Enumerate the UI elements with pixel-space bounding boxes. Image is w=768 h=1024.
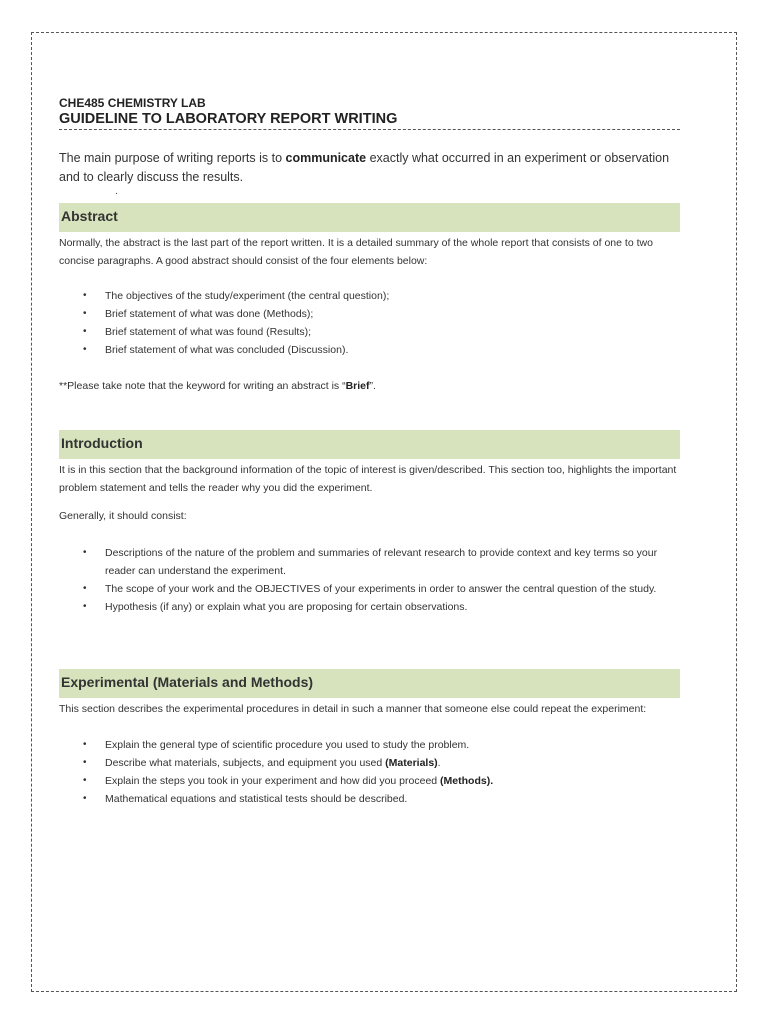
list-item xyxy=(59,772,680,790)
list-item: • The scope of your work and the OBJECTIVES of your experiments in order to answer the central question of the study. xyxy=(59,580,680,598)
experimental-list xyxy=(59,736,680,808)
abstract-heading: Abstract xyxy=(59,203,680,232)
experimental-heading: Experimental (Materials and Methods) xyxy=(59,669,680,698)
list-item: • Brief statement of what was done (Methods); xyxy=(59,305,680,323)
abstract-paragraph: Normally, the abstract is the last part of the report written. It is a detailed summary of the whole report that consists of one to two concise paragraphs. A good abstract should consist of the four elements below: xyxy=(59,237,653,267)
document-title: GUIDELINE TO LABORATORY REPORT WRITING xyxy=(59,110,680,130)
list-item: • Hypothesis (if any) or explain what you are proposing for certain observations. xyxy=(59,598,680,616)
abstract-note-before: **Please take note that the keyword for writing an abstract is “ xyxy=(59,380,346,392)
introduction-generally: Generally, it should consist: xyxy=(59,510,187,522)
introduction-heading: Introduction xyxy=(59,430,680,459)
item-text-before: Explain the steps you took in your experiment and how did you proceed xyxy=(105,775,441,787)
list-item: • Brief statement of what was found (Results); xyxy=(59,323,680,341)
abstract-list xyxy=(59,287,680,359)
course-code: CHE485 CHEMISTRY LAB xyxy=(59,96,206,110)
list-item: • Descriptions of the nature of the problem and summaries of relevant research to provide context and key terms so your reader can understand the experiment. xyxy=(59,544,680,580)
list-item: • Mathematical equations and statistical tests should be described. xyxy=(59,790,680,808)
intro-text-before: The main purpose of writing reports is to xyxy=(59,151,286,165)
list-item: • Brief statement of what was concluded (Discussion). xyxy=(59,341,680,359)
list-item xyxy=(59,754,680,772)
intro-paragraph xyxy=(59,149,680,187)
item-text-after: . xyxy=(437,757,441,769)
introduction-paragraph: It is in this section that the background information of the topic of interest is given/described. This section too, highlights the important problem statement and tells the reader why you did the experiment. xyxy=(59,464,677,494)
item-bold: (Methods). xyxy=(440,775,494,787)
item-bold: (Materials) xyxy=(385,757,438,769)
list-item: • The objectives of the study/experiment (the central question); xyxy=(59,287,680,305)
experimental-paragraph: This section describes the experimental procedures in detail in such a manner that someone else could repeat the experiment: xyxy=(59,703,647,715)
document-content xyxy=(59,64,680,808)
item-text-before: Describe what materials, subjects, and equipment you used xyxy=(105,757,386,769)
abstract-note-bold: Brief xyxy=(345,380,370,392)
list-item: • Explain the general type of scientific procedure you used to study the problem. xyxy=(59,736,680,754)
intro-bold-word: communicate xyxy=(285,151,367,165)
abstract-note xyxy=(59,377,680,395)
stray-dot: . xyxy=(115,186,118,197)
intro-text-after: exactly what occurred in an experiment or observation and to clearly discuss the results. xyxy=(59,151,670,184)
abstract-note-after: ”. xyxy=(369,380,376,392)
introduction-list xyxy=(59,544,680,616)
